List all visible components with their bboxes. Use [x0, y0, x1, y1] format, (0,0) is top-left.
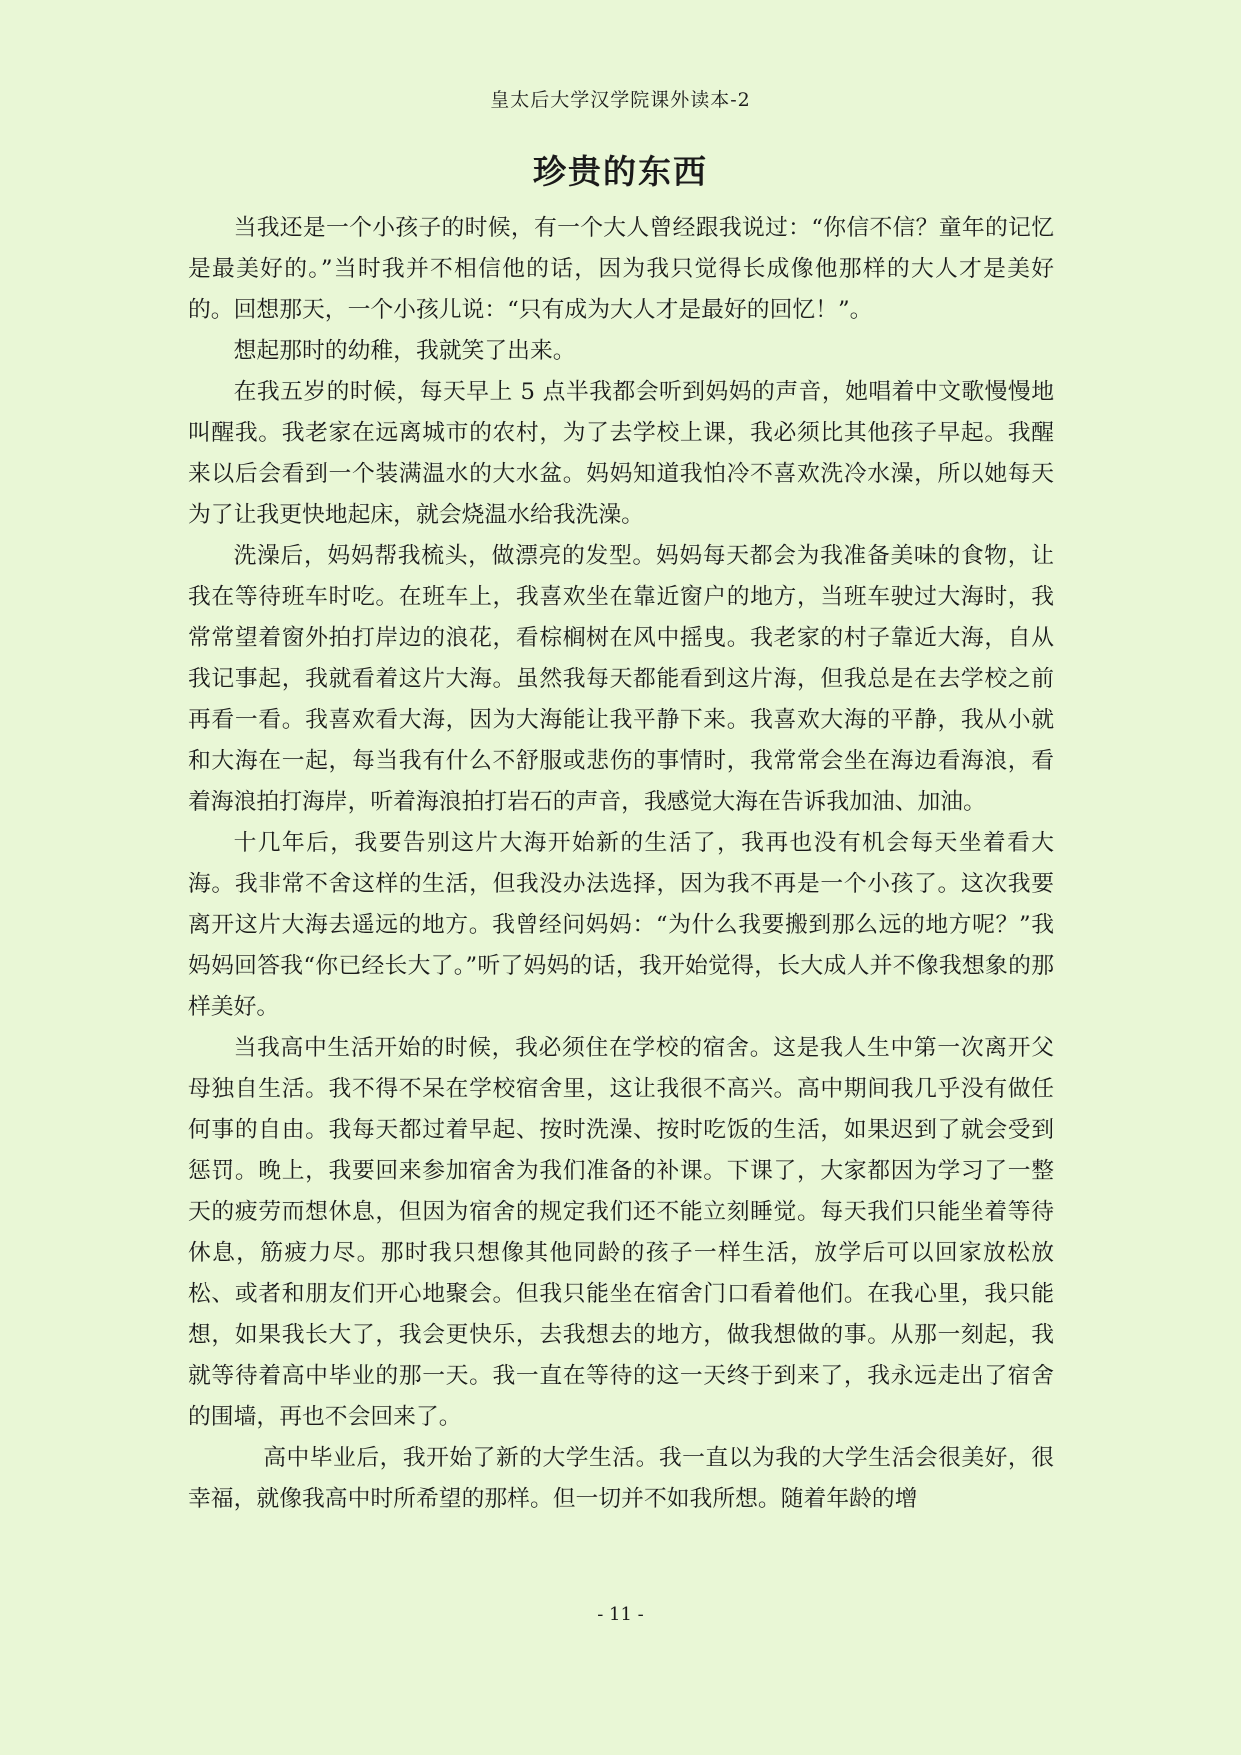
paragraph: 洗澡后，妈妈帮我梳头，做漂亮的发型。妈妈每天都会为我准备美味的食物，让我在等待班车时吃。在班车上，我喜欢坐在靠近窗户的地方，当班车驶过大海时，我常常望着窗外拍打岸边的浪花，看棕榈树在风中摇曳。我老家的村子靠近大海，自从我记事起，我就看着这片大海。虽然我每天都能看到这片海，但我总是在去学校之前再看一看。我喜欢看大海，因为大海能让我平静下来。我喜欢大海的平静，我从小就和大海在一起，每当我有什么不舒服或悲伤的事情时，我常常会坐在海边看海浪，看着海浪拍打海岸，听着海浪拍打岩石的声音，我感觉大海在告诉我加油、加油。: [188, 543, 1054, 815]
running-header: 皇太后大学汉学院课外读本-2: [490, 89, 751, 111]
article-body: [188, 208, 1054, 1520]
paragraph: 当我高中生活开始的时候，我必须住在学校的宿舍。这是我人生中第一次离开父母独自生活。我不得不呆在学校宿舍里，这让我很不高兴。高中期间我几乎没有做任何事的自由。我每天都过着早起、按时洗澡、按时吃饭的生活，如果迟到了就会受到惩罚。晚上，我要回来参加宿舍为我们准备的补课。下课了，大家都因为学习了一整天的疲劳而想休息，但因为宿舍的规定我们还不能立刻睡觉。每天我们只能坐着等待休息，筋疲力尽。那时我只想像其他同龄的孩子一样生活，放学后可以回家放松放松、或者和朋友们开心地聚会。但我只能坐在宿舍门口看着他们。在我心里，我只能想，如果我长大了，我会更快乐，去我想去的地方，做我想做的事。从那一刻起，我就等待着高中毕业的那一天。我一直在等待的这一天终于到来了，我永远走出了宿舍的围墙，再也不会回来了。: [188, 1035, 1054, 1430]
paragraph: 当我还是一个小孩子的时候，有一个大人曾经跟我说过：“你信不信？童年的记忆是最美好的。”当时我并不相信他的话，因为我只觉得长成像他那样的大人才是美好的。回想那天，一个小孩儿说：“只有成为大人才是最好的回忆！”。: [188, 215, 1054, 323]
page-number: - 11 -: [597, 1604, 644, 1625]
paragraph: 高中毕业后，我开始了新的大学生活。我一直以为我的大学生活会很美好，很幸福，就像我高中时所希望的那样。但一切并不如我所想。随着年龄的增: [188, 1445, 1054, 1512]
paragraph: 十几年后，我要告别这片大海开始新的生活了，我再也没有机会每天坐着看大海。我非常不舍这样的生活，但我没办法选择，因为我不再是一个小孩了。这次我要离开这片大海去遥远的地方。我曾经问妈妈：“为什么我要搬到那么远的地方呢？”我妈妈回答我“你已经长大了。”听了妈妈的话，我开始觉得，长大成人并不像我想象的那样美好。: [188, 830, 1054, 1020]
article-title: 珍贵的东西: [533, 152, 708, 191]
paragraph: 想起那时的幼稚，我就笑了出来。: [233, 338, 576, 364]
paragraph: 在我五岁的时候，每天早上 5 点半我都会听到妈妈的声音，她唱着中文歌慢慢地叫醒我。我老家在远离城市的农村，为了去学校上课，我必须比其他孩子早起。我醒来以后会看到一个装满温水的大水盆。妈妈知道我怕冷不喜欢洗冷水澡，所以她每天为了让我更快地起床，就会烧温水给我洗澡。: [188, 379, 1054, 528]
